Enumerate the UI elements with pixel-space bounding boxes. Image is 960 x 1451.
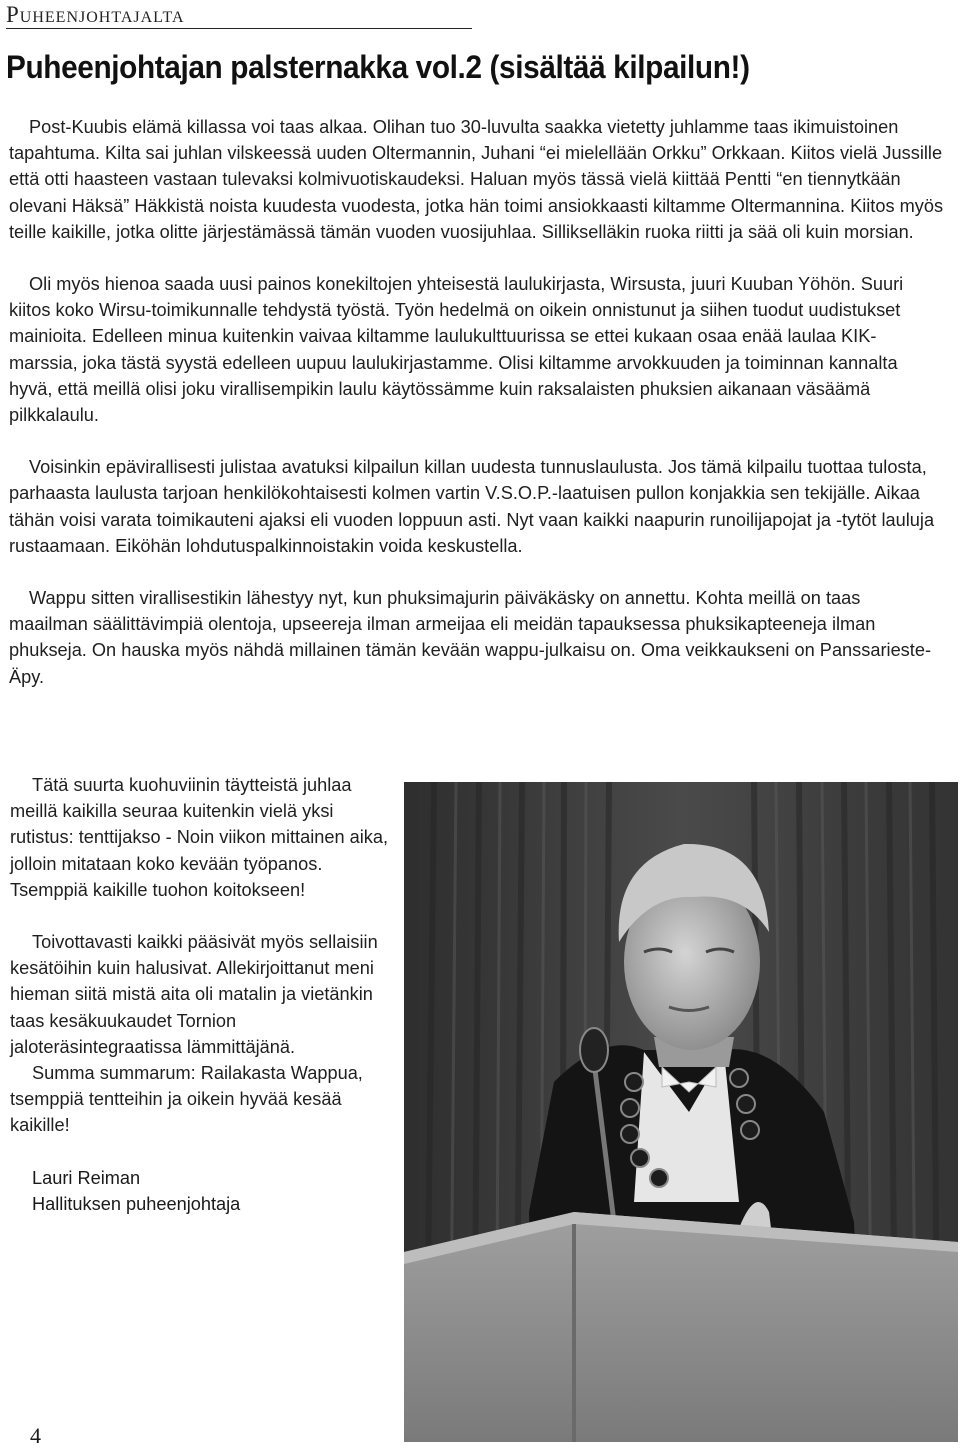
section-label: Puheenjohtajalta [6,2,472,29]
body-paragraph-2: Oli myös hienoa saada uusi painos konekiltojen yhteisestä laulukirjasta, Wirsusta, juuri Kuuban Yöhön. Suuri kiitos koko Wirsu-toimikunnalle tehdystä työstä. Työn hedelmä on oikein onnistunut ja siihen tuodut uudistukset mainioita. Edelleen minua kuitenkin vaivaa kiltamme laulukulttuurissa se ettei kukaan osaa enää laulaa KIK-marssia, joka tästä syystä edelleen uupuu laulukirjastamme. Olisi kiltamme arvokkuuden ja toiminnan kannalta hyvä, että meillä olisi joku virallisempikin laulu käytössämme kuin raksalaisten phuksien aikanaan väsäämä pilkkalaulu. [9,274,904,426]
speaker-photo-illustration [404,782,958,1442]
signature [10,1165,390,1217]
body-paragraph-3: Voisinkin epävirallisesti julistaa avatuksi kilpailun killan uudesta tunnuslaulusta. Jos tämä kilpailu tuottaa tulosta, parhaasta laulusta tarjoan henkilökohtaisesti kolmen vartin V.S.O.P.-laatuisen pullon konjakkia sen tekijälle. Aikaa tähän voisi varata toimikauteni ajaksi eli vuoden loppuun asti. Nyt vaan kaikki naapurin runoilijapojat ja -tytöt lauluja rustaamaan. Eiköhän lohdutuspalkinnoistakin voida keskustella. [9,457,935,556]
lectern [404,1212,958,1442]
sidebar-paragraph-3: Summa summarum: Railakasta Wappua, tsemppiä tentteihin ja oikein hyvää kesää kaikille! [10,1063,363,1136]
article-headline: Puheenjohtajan palsternakka vol.2 (sisältää kilpailun!) [6,49,750,85]
sidebar-paragraph-2: Toivottavasti kaikki pääsivät myös sellaisiin kesätöihin kuin halusivat. Allekirjoittanut meni hieman siitä mistä aita oli matalin ja vietänkin taas kesäkuukaudet Tornion jaloteräsintegraatissa lämmittäjänä. [10,932,378,1057]
microphone-icon [580,1028,608,1072]
signature-name: Lauri Reiman [32,1167,141,1188]
body-paragraph-1: Post-Kuubis elämä killassa voi taas alkaa. Olihan tuo 30-luvulta saakka vietetty juhlamme taas ikimuistoinen tapahtuma. Kilta sai juhlan vilskeessä uuden Oltermannin, Juhani “ei mielellään Orkku” Orkkaan. Kiitos vielä Jussille että otti haasteen vastaan tulevaksi kolmivuotiskaudeksi. Haluan myös tässä vielä kiittää Pentti “en tiennytkään olevani Häksä” Häkkistä noista kuudesta vuodesta, jotka hän toimi ansiokkaasti kiltamme Oltermannina. Kiitos myös teille kaikille, jotka olitte järjestämässä tämän vuoden vuosijuhlaa. Sillikselläkin ruoka riitti ja sää oli kuin morsian. [9,117,944,242]
page-number: 4 [30,1423,41,1448]
article-body [9,114,944,690]
signature-title: Hallituksen puheenjohtaja [32,1193,241,1214]
body-paragraph-4: Wappu sitten virallisestikin lähestyy nyt, kun phuksimajurin päiväkäsky on annettu. Kohta meillä on taas maailman säälittävimpiä olentoja, upseereja ilman armeijaa eli meidän tapauksessa phuksikapteeneja ilman phukseja. On hauska myös nähdä millainen tämän kevään wappu-julkaisu on. Oma veikkaukseni on Panssarieste-Äpy. [9,588,932,687]
sidebar-column [10,772,390,1217]
sidebar-paragraph-1: Tätä suurta kuohuviinin täytteistä juhlaa meillä kaikilla seuraa kuitenkin vielä yksi rutistus: tenttijakso - Noin viikon mittainen aika, jolloin mitataan koko kevään työpanos. Tsemppiä kaikille tuohon koitokseen! [10,775,389,900]
speaker-photo [404,782,958,1442]
